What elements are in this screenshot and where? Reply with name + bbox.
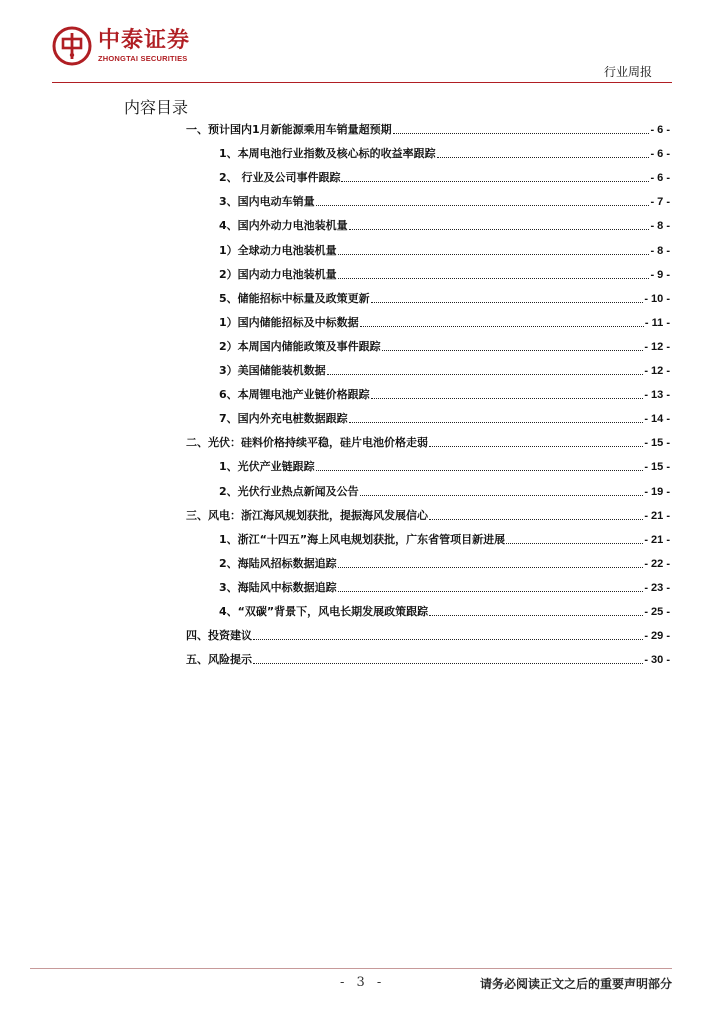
- toc-entry-page: - 25 -: [644, 606, 670, 618]
- toc-entry-page: - 6 -: [650, 148, 670, 161]
- toc-entry[interactable]: [219, 170, 670, 186]
- toc-entry-title: 1、浙江“十四五”海上风电规划获批，广东省管项目新进展: [219, 532, 506, 546]
- toc-entry-title: 3、海陆风中标数据追踪: [219, 580, 337, 594]
- toc-entry-title: 三、风电：浙江海风规划获批，提振海风发展信心: [186, 508, 428, 522]
- toc-entry-title: 2、海陆风招标数据追踪: [219, 556, 337, 570]
- company-logo: [52, 26, 190, 66]
- toc-entry[interactable]: [219, 556, 670, 572]
- toc-entry-title: 1、本周电池行业指数及核心标的收益率跟踪: [219, 147, 436, 161]
- footer-disclaimer: 请务必阅读正文之后的重要声明部分: [479, 977, 672, 991]
- toc-leader-dots: [393, 122, 650, 134]
- toc-entry-page: - 10 -: [644, 292, 670, 305]
- toc-entry-page: - 29 -: [644, 630, 670, 643]
- toc-entry[interactable]: [219, 604, 670, 620]
- toc-leader-dots: [338, 556, 644, 568]
- toc-entry[interactable]: [219, 532, 670, 548]
- toc-entry-page: - 23 -: [644, 581, 670, 594]
- toc-entry[interactable]: [219, 411, 670, 427]
- toc-entry-page: - 7 -: [650, 196, 670, 209]
- toc-entry-title: 7、国内外充电桩数据跟踪: [219, 412, 348, 426]
- toc-entry-page: - 19 -: [644, 485, 670, 498]
- header-divider: [52, 82, 672, 83]
- footer-divider: [30, 968, 672, 969]
- toc-entry-title: 2）国内动力电池装机量: [219, 267, 337, 281]
- toc-entry-title: 2、光伏行业热点新闻及公告: [219, 484, 359, 498]
- toc-entry-page: - 8 -: [650, 220, 670, 233]
- toc-leader-dots: [253, 652, 643, 664]
- toc-entry-page: - 12 -: [644, 365, 670, 377]
- toc-entry-page: - 9 -: [650, 268, 670, 281]
- logo-name-en: ZHONGTAI SECURITIES: [98, 53, 188, 63]
- toc-entry-title: 3）美国储能装机数据: [219, 364, 326, 377]
- toc-leader-dots: [327, 363, 644, 375]
- toc-entry-title: 2）本周国内储能政策及事件跟踪: [219, 339, 381, 353]
- toc-entry[interactable]: [219, 484, 670, 500]
- toc-entry[interactable]: [219, 243, 670, 259]
- toc-leader-dots: [429, 435, 643, 447]
- toc-leader-dots: [338, 580, 644, 592]
- toc-leader-dots: [349, 218, 650, 230]
- toc-entry-title: 1）全球动力电池装机量: [219, 243, 337, 257]
- toc-entry-page: - 6 -: [650, 172, 670, 185]
- toc-entry-title: 5、储能招标中标量及政策更新: [219, 291, 370, 305]
- toc-entry[interactable]: [186, 628, 670, 644]
- toc-entry[interactable]: [219, 315, 670, 331]
- toc-entry-page: - 6 -: [650, 124, 670, 136]
- toc-entry-page: - 13 -: [644, 389, 670, 402]
- toc-entry[interactable]: [186, 435, 670, 451]
- toc-leader-dots: [341, 170, 649, 182]
- toc-entry[interactable]: [219, 580, 670, 596]
- toc-entry[interactable]: [219, 339, 670, 355]
- toc-leader-dots: [382, 339, 644, 351]
- toc-entry-page: - 11 -: [644, 316, 670, 329]
- report-type-label: 行业周报: [603, 65, 652, 79]
- toc-entry-title: 二、光伏：硅料价格持续平稳，硅片电池价格走弱: [186, 436, 428, 450]
- toc-entry-title: 1、光伏产业链跟踪: [219, 460, 315, 474]
- toc-entry-title: 五、风险提示: [186, 653, 252, 667]
- toc-entry-page: - 8 -: [650, 244, 670, 257]
- toc-entry-page: - 22 -: [644, 557, 670, 570]
- toc-entry-title: 1）国内储能招标及中标数据: [219, 315, 359, 329]
- toc-leader-dots: [371, 387, 644, 399]
- toc-entry-page: - 21 -: [644, 533, 670, 546]
- toc-entry-title: 4、“双碳”背景下，风电长期发展政策跟踪: [219, 605, 429, 618]
- toc-leader-dots: [437, 146, 650, 158]
- toc-entry-page: - 30 -: [644, 654, 670, 667]
- toc-leader-dots: [429, 604, 643, 616]
- toc-leader-dots: [253, 628, 643, 640]
- toc-leader-dots: [338, 243, 650, 255]
- toc-entry-page: - 21 -: [644, 509, 670, 522]
- toc-title: 内容目录: [124, 98, 189, 117]
- toc-entry-title: 4、国内外动力电池装机量: [219, 219, 348, 233]
- toc-leader-dots: [316, 459, 644, 471]
- toc-entry[interactable]: [219, 267, 670, 283]
- toc-leader-dots: [316, 194, 650, 206]
- toc-entry[interactable]: [219, 146, 670, 162]
- toc-entry[interactable]: [219, 459, 670, 475]
- toc-leader-dots: [506, 532, 643, 544]
- toc-entry[interactable]: [219, 194, 670, 210]
- page-number: - 3 -: [340, 975, 386, 990]
- toc-entry[interactable]: [219, 363, 670, 379]
- toc-leader-dots: [429, 508, 643, 520]
- toc-entry-title: 四、投资建议: [186, 629, 252, 643]
- toc-entry-title: 3、国内电动车销量: [219, 195, 315, 209]
- logo-name-cn: 中泰证券: [98, 27, 191, 53]
- toc-entry-page: - 12 -: [644, 340, 670, 353]
- page-header: [0, 0, 724, 80]
- toc-leader-dots: [371, 291, 644, 303]
- zhongtai-logo-icon: [52, 26, 92, 66]
- toc-entry-page: - 15 -: [644, 461, 670, 474]
- toc-entry-title: 2、 行业及公司事件跟踪: [219, 171, 341, 185]
- toc-leader-dots: [360, 484, 644, 496]
- toc-entry-title: 6、本周锂电池产业链价格跟踪: [219, 388, 370, 402]
- toc-entry[interactable]: [186, 122, 670, 138]
- toc-entry[interactable]: [219, 291, 670, 307]
- toc-entry[interactable]: [186, 652, 670, 668]
- toc-leader-dots: [349, 411, 644, 423]
- toc-entry[interactable]: [219, 387, 670, 403]
- toc-leader-dots: [360, 315, 644, 327]
- toc-entry-page: - 15 -: [644, 437, 670, 450]
- toc-leader-dots: [338, 267, 650, 279]
- toc-entry[interactable]: [186, 508, 670, 524]
- toc-entry-page: - 14 -: [644, 413, 670, 426]
- toc-entry-title: 一、预计国内1月新能源乘用车销量超预期: [186, 123, 392, 136]
- toc-entry[interactable]: [219, 218, 670, 234]
